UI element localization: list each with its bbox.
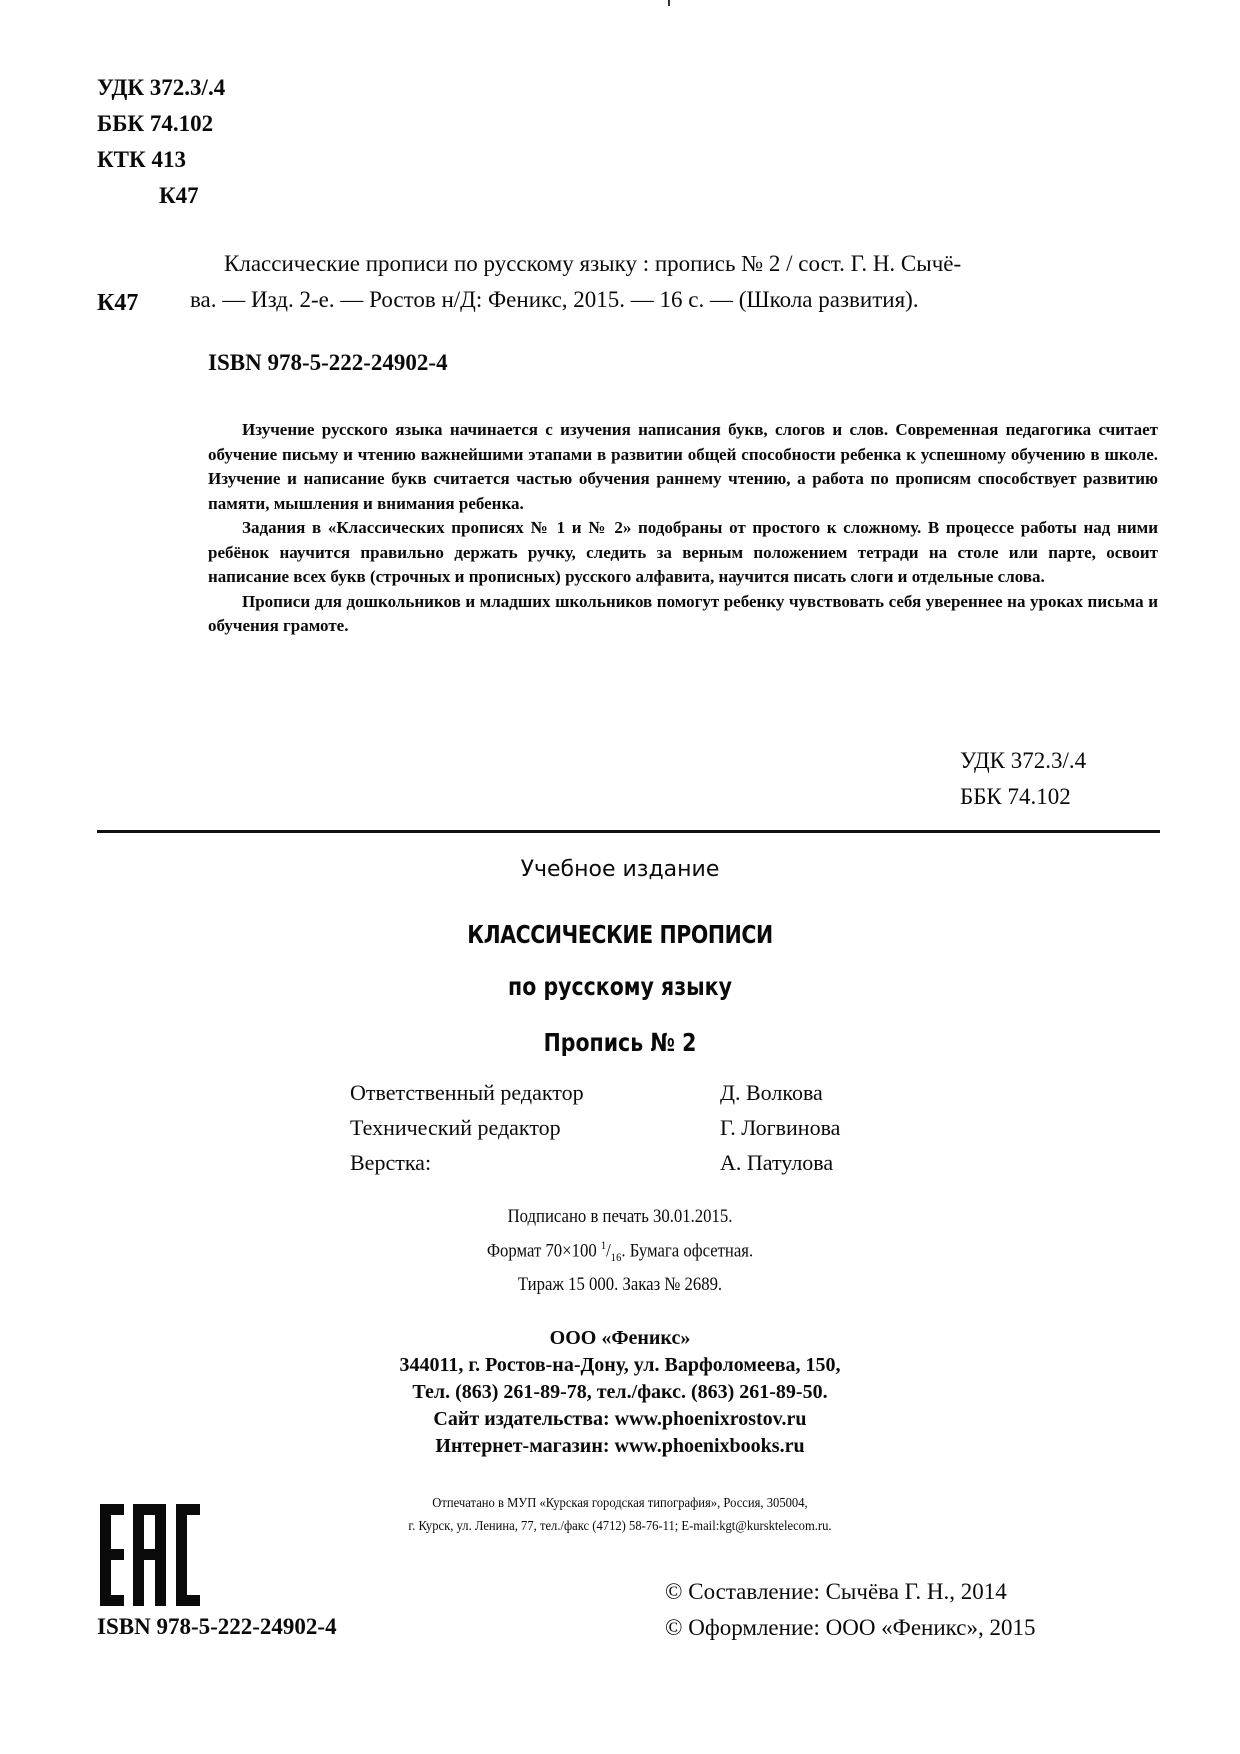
abstract-paragraph: Задания в «Классических прописях № 1 и № 2» подобраны от простого к сложному. В процессе работы над ними ребёнок научится правильно держать ручку, следить за верным положением тетради на столе или парте, освоит написание всех букв (строчных и прописных) русского алфавита, научится писать слоги и отдельные слова. xyxy=(208,518,1158,586)
abstract-paragraph: Изучение русского языка начинается с изучения написания букв, слогов и слов. Современная педагогика считает обучение письму и чтению важнейшими этапами в развитии общей способности ребенка к успешному обучению в школе. Изучение и написание букв считается частью обучения раннему чтению, а работа по прописям способствует развитию памяти, мышления и внимания ребенка. xyxy=(208,420,1158,513)
editorial-staff xyxy=(350,1075,840,1180)
staff-name: Г. Логвинова xyxy=(720,1115,841,1140)
staff-row xyxy=(350,1075,840,1110)
udk-code-right: УДК 372.3/.4 xyxy=(960,748,1087,773)
abstract xyxy=(208,418,1158,639)
title-line-2: по русскому языку xyxy=(508,972,732,1001)
staff-row xyxy=(350,1110,840,1145)
staff-role: Ответственный редактор xyxy=(350,1080,584,1105)
publisher-phones: Тел. (863) 261-89-78, тел./факс. (863) 261-89-50. xyxy=(412,1381,828,1403)
format-prefix: Формат 70×100 xyxy=(486,1240,597,1262)
eac-conformity-mark-icon xyxy=(100,1504,200,1606)
copyrights xyxy=(665,1574,1035,1646)
title-line-3: Пропись № 2 xyxy=(543,1028,697,1057)
scan-artifact-mark xyxy=(668,0,670,6)
bibliographic-record xyxy=(190,246,1150,318)
isbn-top: ISBN 978-5-222-24902-4 xyxy=(208,350,448,375)
staff-row xyxy=(350,1145,840,1180)
edition-type: Учебное издание xyxy=(520,857,720,882)
staff-name: Д. Волкова xyxy=(720,1080,823,1105)
print-info xyxy=(74,1203,1165,1299)
ktk-code: КТК 413 xyxy=(97,147,186,172)
bbk-code: ББК 74.102 xyxy=(97,111,214,136)
printer-line-1: Отпечатано в МУП «Курская городская типография», Россия, 305004, xyxy=(432,1496,808,1511)
classification-codes-right xyxy=(960,743,1086,815)
signed-to-print: Подписано в печать 30.01.2015. xyxy=(507,1206,733,1227)
printer-line-2: г. Курск, ул. Ленина, 77, тел./факс (4712) 58-76-11; E-mail:kgt@kursktelecom.ru. xyxy=(408,1519,832,1534)
copyright-design: © Оформление: ООО «Феникс», 2015 xyxy=(665,1615,1036,1640)
abstract-paragraph: Прописи для дошкольников и младших школьников помогут ребенку чувствовать себя увереннее на уроках письма и обучения грамоте. xyxy=(208,591,1158,635)
title-line-1: КЛАССИЧЕСКИЕ ПРОПИСИ xyxy=(467,920,773,949)
format-line: Формат 70×100 $^1/_{16}$. Бумага офсетная. xyxy=(486,1238,754,1265)
publisher-name: ООО «Феникс» xyxy=(549,1327,691,1349)
format-numerator: 1 xyxy=(600,1238,607,1252)
format-suffix: . Бумага офсетная. xyxy=(621,1240,754,1262)
bibliographic-line-2: ва. — Изд. 2-е. — Ростов н/Д: Феникс, 2015. — 16 с. — (Школа развития). xyxy=(190,287,919,312)
format-denominator: 16 xyxy=(610,1250,622,1265)
margin-author-mark: К47 xyxy=(97,290,139,316)
classification-codes xyxy=(97,70,225,214)
print-run: Тираж 15 000. Заказ № 2689. xyxy=(517,1274,723,1296)
publisher-info xyxy=(0,1325,1240,1460)
publisher-website: Сайт издательства: www.phoenixrostov.ru xyxy=(433,1408,807,1430)
staff-role: Верстка: xyxy=(350,1150,432,1175)
printer-info xyxy=(62,1492,1178,1538)
staff-name: А. Патулова xyxy=(720,1150,834,1175)
bibliographic-line-1: Классические прописи по русскому языку : пропись № 2 / сост. Г. Н. Сычё- xyxy=(224,251,962,276)
udk-code: УДК 372.3/.4 xyxy=(97,75,226,100)
author-mark: К47 xyxy=(159,183,199,208)
publisher-address: 344011, г. Ростов-на-Дону, ул. Варфоломеева, 150, xyxy=(399,1354,841,1376)
section-divider xyxy=(97,830,1160,833)
copyright-compilation: © Составление: Сычёва Г. Н., 2014 xyxy=(665,1579,1007,1604)
staff-role: Технический редактор xyxy=(350,1115,561,1140)
bbk-code-right: ББК 74.102 xyxy=(960,784,1071,809)
isbn-bottom: ISBN 978-5-222-24902-4 xyxy=(97,1614,337,1639)
publisher-shop: Интернет-магазин: www.phoenixbooks.ru xyxy=(435,1435,805,1457)
